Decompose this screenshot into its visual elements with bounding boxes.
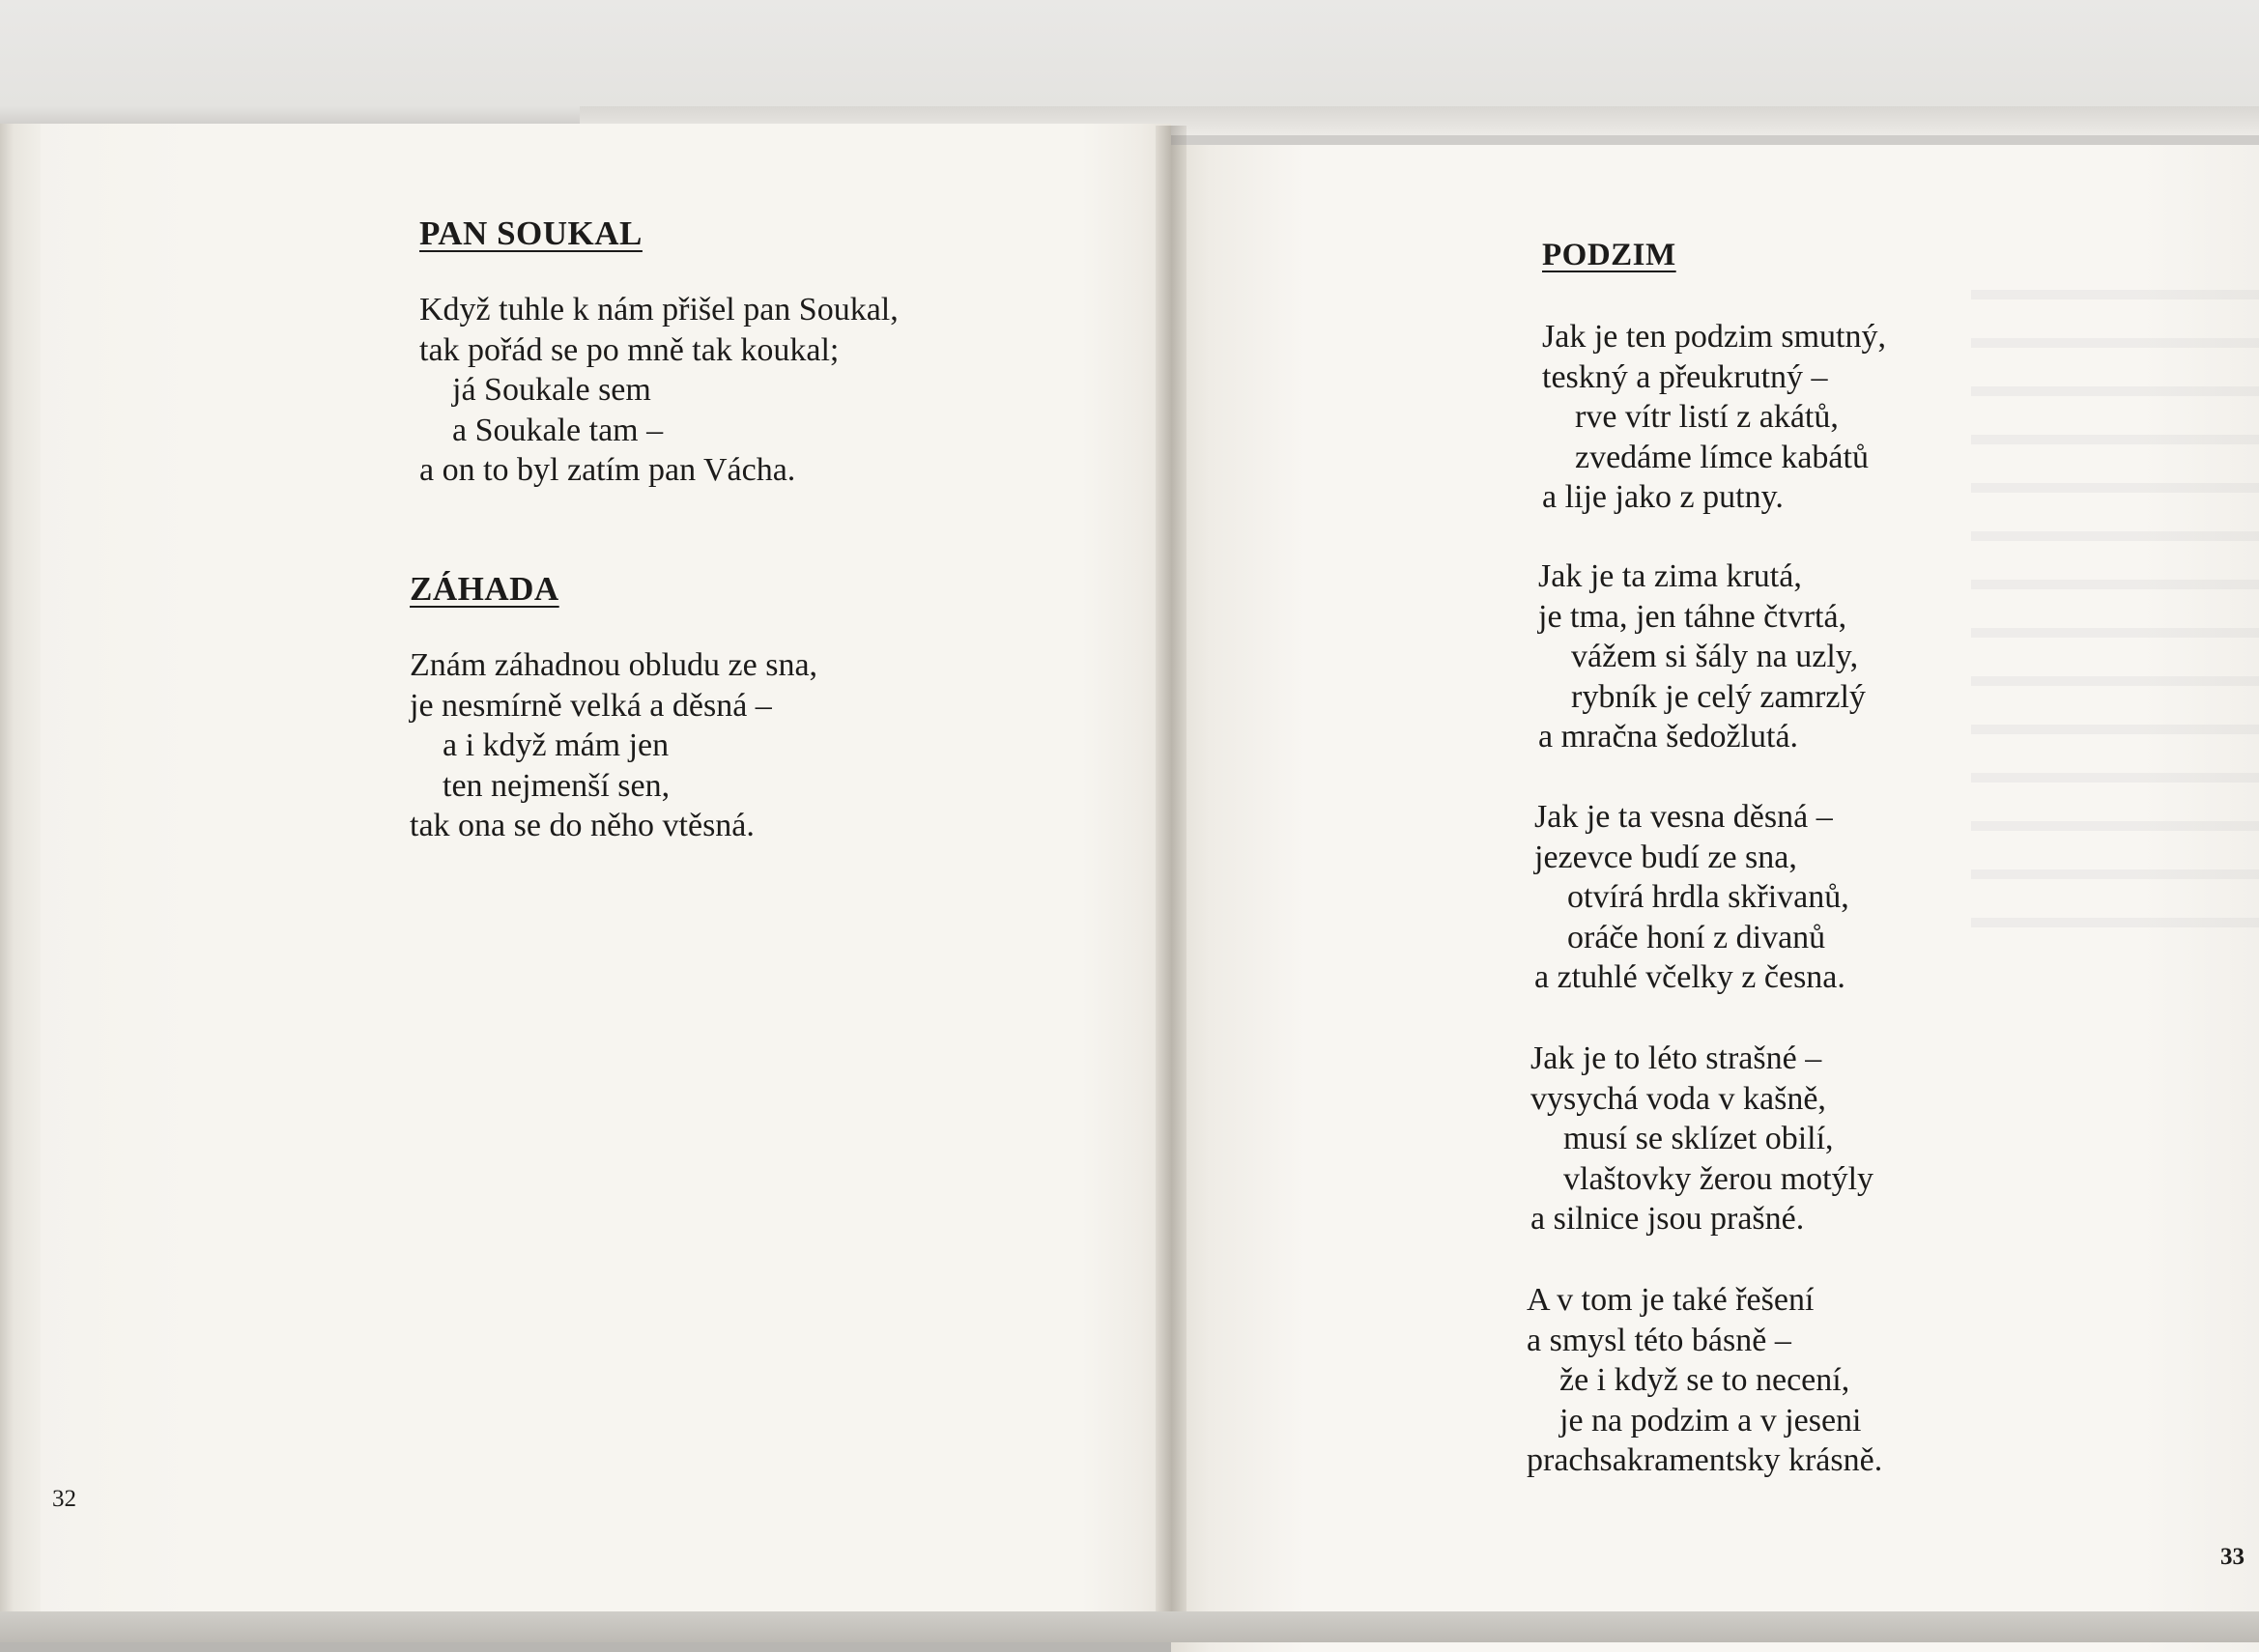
poem-line: vysychá voda v kašně,	[1530, 1080, 1826, 1117]
page-number-right: 33	[2220, 1544, 2245, 1570]
poem-title-pan-soukal: PAN SOUKAL	[419, 214, 643, 252]
poem-pan-soukal	[419, 290, 899, 491]
right-page	[1171, 145, 2259, 1652]
scan-bottom-edge	[0, 1611, 2259, 1642]
poem-line: je tma, jen táhne čtvrtá,	[1538, 598, 1847, 635]
poem-line: já Soukale sem	[452, 372, 651, 408]
poem-line: a silnice jsou prašné.	[1530, 1201, 1805, 1237]
poem-line: a Soukale tam –	[452, 412, 664, 448]
poem-line: Znám záhadnou obludu ze sna,	[410, 647, 818, 683]
poem-line: Když tuhle k nám přišel pan Soukal,	[419, 292, 899, 328]
poem-line: ten nejmenší sen,	[443, 767, 671, 804]
poem-line: rybník je celý zamrzlý	[1571, 678, 1866, 715]
open-book	[0, 106, 2259, 1642]
poem-line: A v tom je také řešení	[1527, 1282, 1815, 1318]
poem-line: a ztuhlé včelky z česna.	[1534, 959, 1845, 995]
book-gutter	[1156, 126, 1187, 1642]
left-page	[0, 124, 1171, 1631]
poem-line: tak pořád se po mně tak koukal;	[419, 331, 840, 368]
poem-line: Jak je ta vesna děsná –	[1534, 799, 1833, 835]
poem-line: rve vítr listí z akátů,	[1575, 399, 1839, 435]
podzim-stanza-3	[1534, 797, 1849, 998]
poem-line: a i když mám jen	[443, 727, 670, 763]
poem-line: a lije jako z putny.	[1542, 479, 1784, 515]
poem-line: Jak je ten podzim smutný,	[1542, 319, 1887, 355]
poem-line: tak ona se do něho vtěsná.	[410, 808, 755, 843]
show-through-text	[1971, 261, 2259, 937]
poem-line: prachsakramentsky krásně.	[1527, 1442, 1883, 1478]
poem-line: a mračna šedožlutá.	[1538, 719, 1799, 755]
poem-title-zahada: ZÁHADA	[410, 570, 559, 608]
poem-line: otvírá hrdla skřivanů,	[1567, 879, 1849, 915]
poem-line: oráče honí z divanů	[1567, 919, 1826, 955]
poem-line: musí se sklízet obilí,	[1563, 1121, 1834, 1156]
poem-line: zvedáme límce kabátů	[1575, 439, 1869, 475]
poem-line: je na podzim a v jeseni	[1559, 1402, 1862, 1438]
poem-line: a smysl této básně –	[1527, 1322, 1791, 1358]
page-number-left: 32	[52, 1486, 76, 1512]
poem-line: je nesmírně velká a děsná –	[410, 687, 772, 724]
poem-line: že i když se to necení,	[1559, 1362, 1850, 1398]
poem-title-podzim: PODZIM	[1542, 238, 1676, 272]
left-page-edge	[0, 124, 41, 1631]
poem-line: a on to byl zatím pan Vácha.	[419, 452, 796, 488]
poem-line: teskný a přeukrutný –	[1542, 358, 1828, 395]
poem-line: vážem si šály na uzly,	[1571, 639, 1859, 674]
podzim-stanza-2	[1538, 556, 1866, 757]
podzim-stanza-5	[1527, 1280, 1882, 1481]
podzim-stanza-4	[1530, 1039, 1873, 1239]
podzim-stanza-1	[1542, 317, 1886, 518]
poem-line: vlaštovky žerou motýly	[1563, 1160, 1874, 1197]
poem-line: Jak je ta zima krutá,	[1538, 558, 1802, 594]
poem-line: jezevce budí ze sna,	[1534, 839, 1797, 875]
poem-zahada	[410, 645, 817, 846]
poem-line: Jak je to léto strašné –	[1530, 1040, 1822, 1076]
